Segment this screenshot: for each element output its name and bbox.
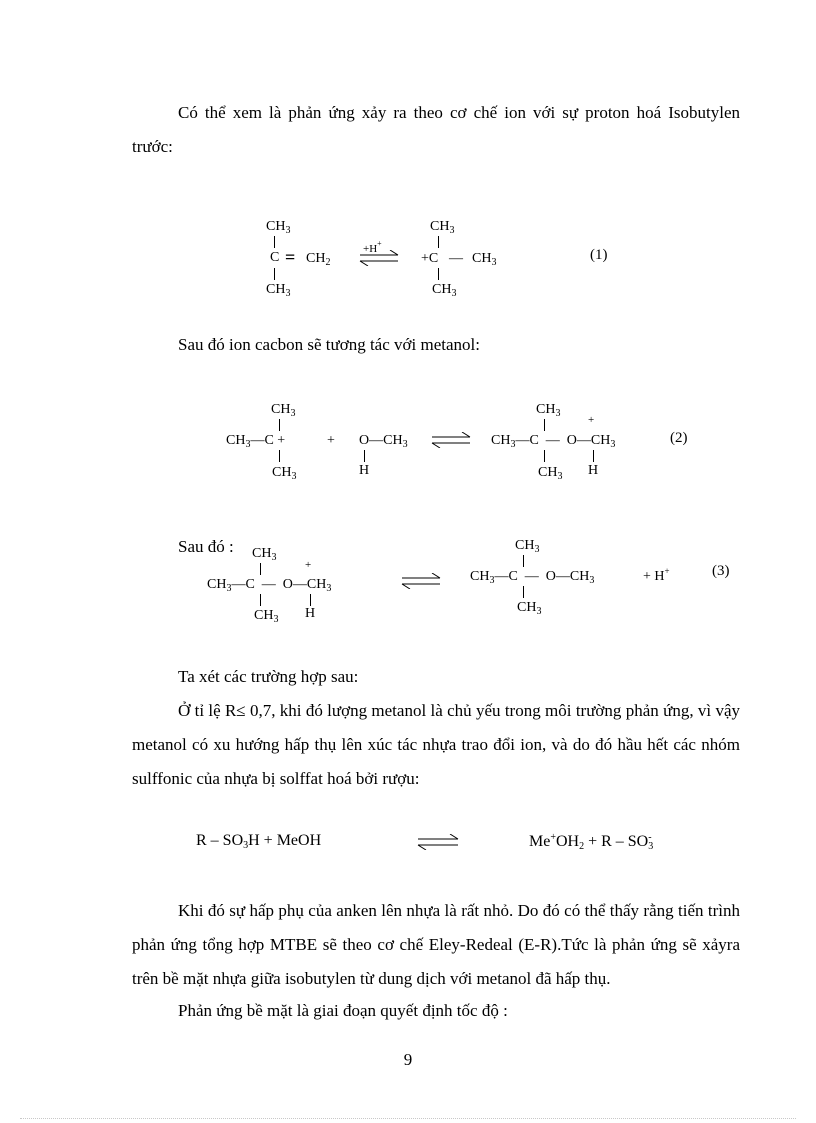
- page-number: 9: [403, 1050, 413, 1069]
- eq1-double-bond: =: [285, 247, 296, 267]
- eq3-h-plus: + H+: [643, 566, 670, 584]
- eq2-product-bond-bottom: [544, 450, 545, 462]
- eq2-equilibrium-arrow: [430, 432, 472, 448]
- footer-divider: [20, 1118, 796, 1119]
- eq3-oxonium-charge: +: [305, 559, 312, 571]
- eq3-product-chain: $CH_3—C$ — $O—CH_3$: [470, 569, 595, 586]
- eq2-product-h: H: [588, 463, 599, 478]
- eq1-product-bond-right: —: [449, 251, 463, 266]
- eq3-ch3-top: $CH_3$: [252, 546, 277, 563]
- eq2-number: (2): [670, 430, 688, 446]
- eq3-oh-bond: [310, 594, 311, 606]
- eq3-product-bond-bottom: [523, 586, 524, 598]
- eq2-product-bond-top: [544, 419, 545, 431]
- eq2-methanol-h: H: [359, 463, 370, 478]
- eq3-equilibrium-arrow: [400, 573, 442, 589]
- eq2-oxonium-charge: +: [588, 414, 595, 426]
- eq1-bond-bottom: [274, 268, 275, 280]
- eq1-product-center: +C: [421, 251, 439, 266]
- eq3-h: H: [305, 606, 316, 621]
- eq2-product-oh-bond: [593, 450, 594, 462]
- eq3-left-chain: $CH_3—C$ — $O—CH_3$: [207, 577, 332, 594]
- eq1-number: (1): [590, 247, 608, 263]
- eq2-product-ch3-top: $CH_3$: [536, 402, 561, 419]
- eq2-methanol: $O—CH_3$: [359, 433, 408, 450]
- eq1-carbon: C: [270, 250, 280, 265]
- eq1-equilibrium-arrow: [358, 250, 400, 266]
- paragraph-cases: Ta xét các trường hợp sau:: [178, 667, 359, 686]
- eq2-bond-top: [279, 419, 280, 431]
- eq1-product-bond-top: [438, 236, 439, 248]
- eq1-h-plus-label: +H+: [363, 239, 382, 255]
- eq1-product-ch3-right: $CH_3$: [472, 251, 497, 268]
- eq3-product-bond-top: [523, 555, 524, 567]
- sulfonation-left: R – $SO_3H$ + MeOH: [196, 832, 322, 851]
- eq1-ch2: $CH_2$: [306, 251, 331, 268]
- eq3-bond-top: [260, 563, 261, 575]
- eq3-product-ch3-bottom: $CH_3$: [517, 600, 542, 617]
- eq2-bond-bottom: [279, 450, 280, 462]
- eq2-plus: +: [327, 433, 335, 448]
- paragraph-proton-mechanism: Có thể xem là phản ứng xảy ra theo cơ chế ion với sự proton hoá Isobutylen trước:: [132, 103, 740, 156]
- eq1-product-ch3-top: $CH_3$: [430, 219, 455, 236]
- eq2-ch3-top: $CH_3$: [271, 402, 296, 419]
- eq2-product-chain: $CH_3—C$ — $O—CH_3$: [491, 433, 616, 450]
- eq1-ch3-bottom: $CH_3$: [266, 282, 291, 299]
- eq2-methanol-bond: [364, 450, 365, 462]
- paragraph-rate-determining: Phản ứng bề mặt là giai đoạn quyết định tốc độ :: [178, 1001, 508, 1020]
- eq3-number: (3): [712, 563, 730, 579]
- eq3-label: Sau đó :: [178, 537, 234, 556]
- eq3-bond-bottom: [260, 594, 261, 606]
- eq1-ch3-top: $CH_3$: [266, 219, 291, 236]
- sulfonation-right: $Me^+OH_2 + R - SO_3^-$: [529, 832, 654, 852]
- eq1-product-ch3-bottom: $CH_3$: [432, 282, 457, 299]
- eq3-product-ch3-top: $CH_3$: [515, 538, 540, 555]
- eq3-ch3-bottom: $CH_3$: [254, 608, 279, 625]
- paragraph-ratio: Ở tỉ lệ R≤ 0,7, khi đó lượng metanol là chủ yếu trong môi trường phản ứng, vì vậy metanol có xu hướng hấp thụ lên xúc tác nhựa trao đổi ion, và do đó hầu hết các nhóm sulffonic của nhựa bị solffat hoá bởi rượu:: [132, 701, 740, 788]
- paragraph-carbocation: Sau đó ion cacbon sẽ tương tác với metanol:: [178, 335, 480, 354]
- eq2-product-ch3-bottom: $CH_3$: [538, 465, 563, 482]
- eq1-product-bond-bottom: [438, 268, 439, 280]
- eq1-bond-top: [274, 236, 275, 248]
- eq2-ch3-bottom: $CH_3$: [272, 465, 297, 482]
- eq2-left-chain: $CH_3—C$ +: [226, 433, 286, 450]
- sulfonation-equilibrium-arrow: [416, 834, 460, 850]
- paragraph-eley-rideal: Khi đó sự hấp phụ của anken lên nhựa là rất nhỏ. Do đó có thể thấy rằng tiến trình phản ứng tổng hợp MTBE sẽ theo cơ chế Eley-Redeal (E-R).Tức là phản ứng sẽ xảyra trên bề mặt nhựa giữa isobutylen từ dung dịch với metanol đã hấp thụ.: [132, 901, 740, 988]
